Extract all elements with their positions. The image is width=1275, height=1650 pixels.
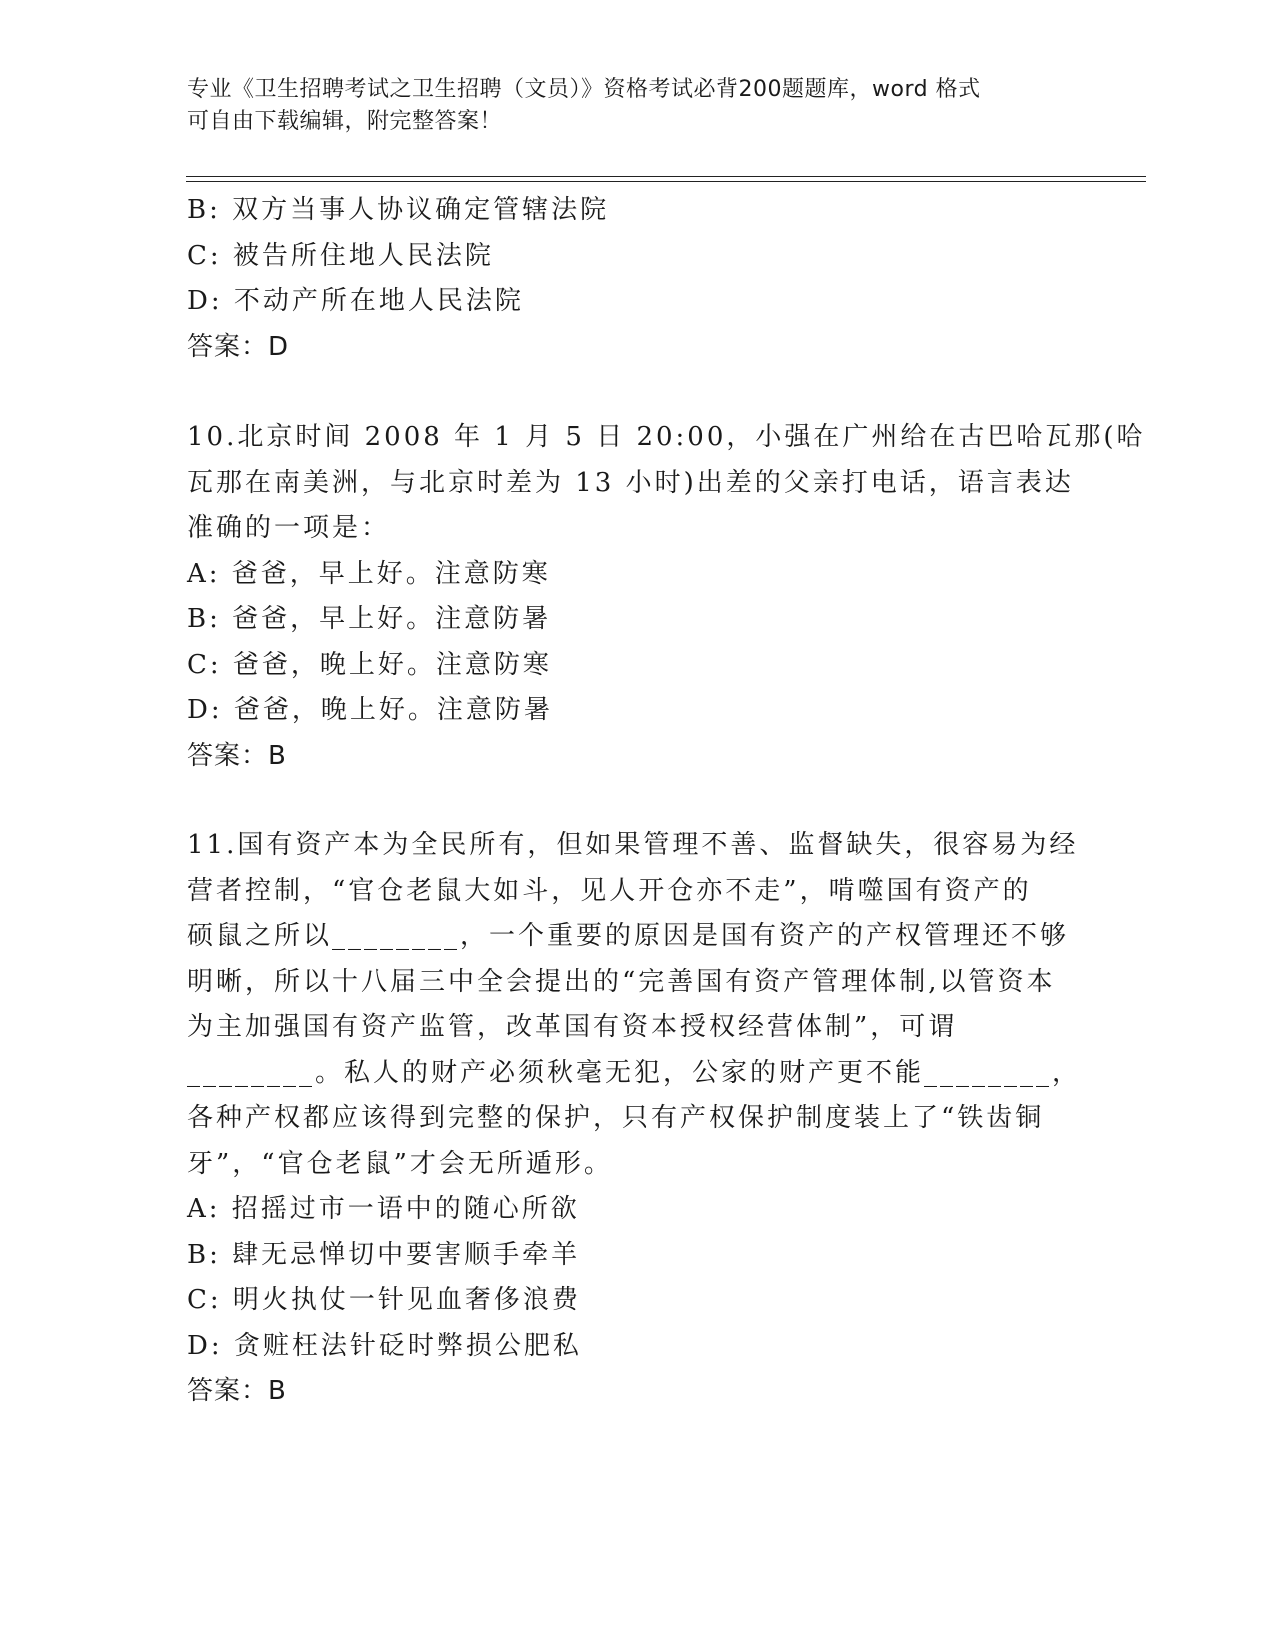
- question-stem-line: 10.北京时间 2008 年 1 月 5 日 20:00，小强在广州给在古巴哈瓦那(哈: [187, 422, 1146, 452]
- question-stem-line: 各种产权都应该得到完整的保护，只有产权保护制度装上了“铁齿铜: [187, 1103, 1045, 1133]
- answer: 答案：B: [187, 740, 287, 771]
- answer: 答案：B: [187, 1376, 287, 1406]
- question-stem-line: 营者控制，“官仓老鼠大如斗，见人开仓亦不走”，啃噬国有资产的: [187, 875, 1032, 906]
- question-11: [187, 823, 1082, 1415]
- option-b: B: 肆无忌惮切中要害顺手牵羊: [187, 1239, 581, 1270]
- header-title-line2: 可自由下载编辑，附完整答案！: [187, 109, 503, 134]
- question-stem-line: 明晰，所以十八届三中全会提出的“完善国有资产管理体制,以管资本: [187, 966, 1056, 997]
- option-d: D: 贪赃枉法针砭时弊损公肥私: [187, 1330, 582, 1361]
- option-c: C: 明火执仗一针见血奢侈浪费: [187, 1285, 581, 1315]
- option-b: B: 双方当事人协议确定管辖法院: [187, 195, 610, 225]
- option-a: A: 招摇过市一语中的随心所欲: [187, 1194, 580, 1224]
- option-c: C: 被告所住地人民法院: [187, 240, 494, 271]
- question-stem-line: 瓦那在南美洲，与北京时差为 13 小时)出差的父亲打电话，语言表达: [187, 467, 1074, 498]
- option-b: B: 爸爸，早上好。注意防暑: [187, 604, 552, 634]
- question-9-tail: [187, 188, 1067, 370]
- question-stem-line: 为主加强国有资产监管，改革国有资本授权经营体制”，可谓: [187, 1012, 958, 1042]
- question-stem-line: 11.国有资产本为全民所有，但如果管理不善、监督缺失，很容易为经: [187, 830, 1079, 860]
- question-stem-line: 准确的一项是：: [187, 513, 391, 543]
- header-title-line1: 专业《卫生招聘考试之卫生招聘（文员）》资格考试必背200题题库，word 格式: [187, 77, 981, 102]
- question-10: [187, 415, 1146, 779]
- option-a: A: 爸爸，早上好。注意防寒: [187, 558, 551, 589]
- option-d: D: 爸爸，晚上好。注意防暑: [187, 695, 553, 725]
- document-header: [187, 74, 1087, 138]
- answer: 答案：D: [187, 331, 290, 362]
- option-c: C: 爸爸，晚上好。注意防寒: [187, 649, 552, 680]
- question-stem-line: 硕鼠之所以________，一个重要的原因是国有资产的产权管理还不够: [187, 921, 1070, 951]
- header-rule-bottom: [186, 181, 1146, 182]
- option-d: D: 不动产所在地人民法院: [187, 286, 524, 316]
- header-rule-top: [186, 176, 1146, 177]
- question-stem-line: ________。私人的财产必须秋毫无犯，公家的财产更不能________，: [187, 1057, 1082, 1088]
- question-stem-line: 牙”，“官仓老鼠”才会无所遁形。: [187, 1148, 613, 1179]
